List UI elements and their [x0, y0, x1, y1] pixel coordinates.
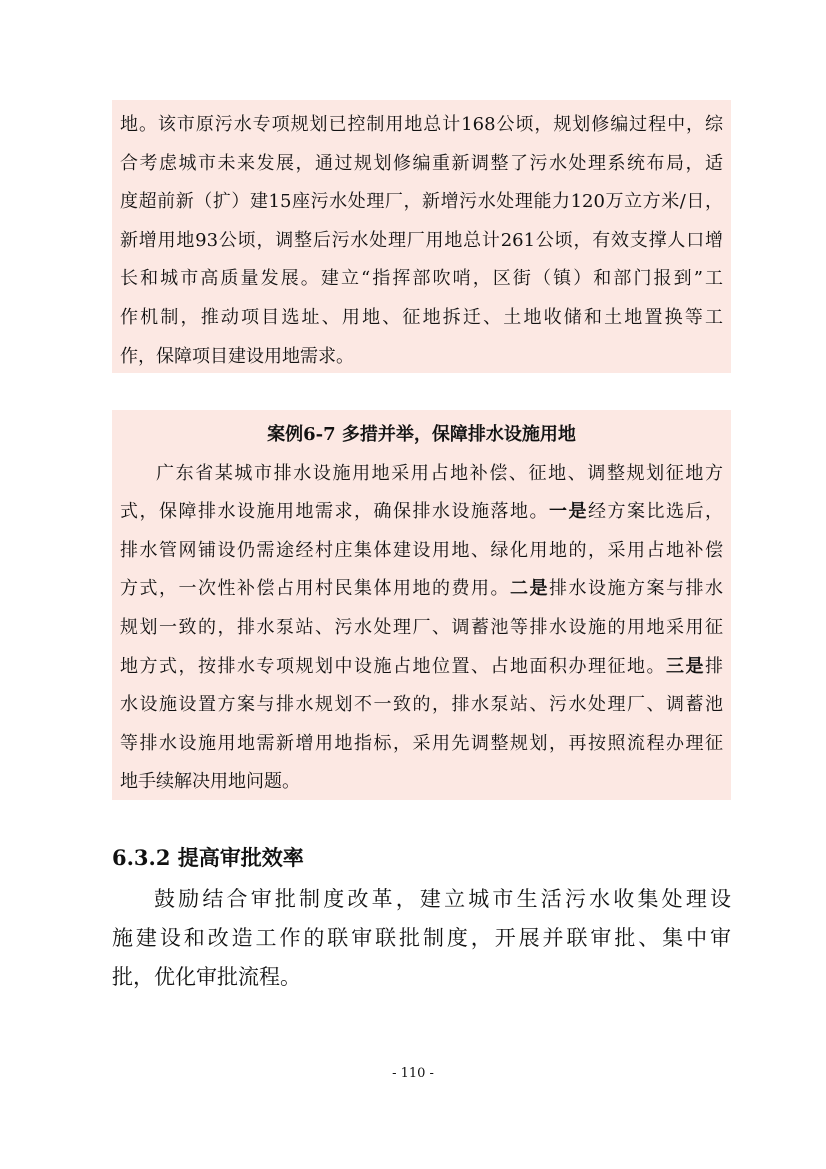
text-line	[120, 260, 723, 299]
text-segment: 式，保障排水设施用地需求，确保排水设施落地。	[120, 501, 549, 523]
text-line	[120, 338, 723, 377]
text-segment: 施建设和改造工作的联审联批制度，开展并联审批、集中审	[112, 926, 731, 950]
text-line	[120, 570, 723, 609]
text-segment: 批，优化审批流程。	[112, 965, 301, 989]
text-line	[120, 648, 723, 687]
text-segment: 地。该市原污水专项规划已控制用地总计168公顷，规划修编过程中，综	[120, 114, 723, 135]
emphasis-text: 三是	[666, 655, 705, 677]
text-line	[120, 222, 723, 261]
text-segment: 作，保障项目建设用地需求。	[120, 345, 354, 367]
text-segment: 地方式，按排水专项规划中设施占地位置、占地面积办理征地。	[120, 655, 666, 677]
text-segment: 鼓励结合审批制度改革，建立城市生活污水收集处理设	[154, 887, 731, 911]
text-line	[120, 725, 723, 764]
text-segment: 度超前新（扩）建15座污水处理厂，新增污水处理能力120万立方米/日，	[120, 191, 723, 213]
page-number: - 110 -	[392, 1066, 434, 1081]
case-box-continued	[112, 100, 731, 373]
text-line	[120, 763, 723, 802]
emphasis-text: 一是	[549, 501, 588, 523]
text-line	[120, 532, 723, 571]
emphasis-text: 二是	[510, 578, 549, 600]
text-segment: 水设施设置方案与排水规划不一致的，排水泵站、污水处理厂、调蓄池	[120, 694, 723, 716]
text-segment: 经方案比选后，	[588, 501, 723, 523]
text-segment: 等排水设施用地需新增用地指标，采用先调整规划，再按照流程办理征	[120, 732, 723, 754]
text-segment: 排	[705, 655, 723, 677]
text-segment: 方式，一次性补偿占用村民集体用地的费用。	[120, 578, 510, 600]
text-line	[120, 493, 723, 532]
text-line	[120, 145, 723, 184]
text-segment: 长和城市高质量发展。建立“指挥部吹哨，区街（镇）和部门报到”工	[120, 268, 723, 290]
text-segment: 合考虑城市未来发展，通过规划修编重新调整了污水处理系统布局，适	[120, 152, 723, 174]
text-line	[120, 609, 723, 648]
case-title: 案例6-7 多措并举，保障排水设施用地	[267, 424, 576, 445]
text-segment: 地手续解决用地问题。	[120, 771, 300, 793]
text-segment: 排水设施方案与排水	[549, 578, 723, 600]
text-segment: 排水管网铺设仍需途经村庄集体建设用地、绿化用地的，采用占地补偿	[120, 539, 723, 561]
section-heading: 6.3.2 提高审批效率	[112, 845, 304, 870]
text-line	[120, 299, 723, 338]
text-line	[120, 686, 723, 725]
text-segment: 作机制，推动项目选址、用地、征地拆迁、土地收储和土地置换等工	[120, 306, 723, 328]
section-body	[112, 880, 731, 997]
text-line	[120, 455, 723, 494]
text-segment: 广东省某城市排水设施用地采用占地补偿、征地、调整规划征地方	[156, 462, 723, 484]
case-box-6-7	[112, 410, 731, 800]
text-line	[120, 183, 723, 222]
text-line	[112, 958, 731, 997]
text-line	[120, 106, 723, 145]
text-line	[112, 880, 731, 919]
text-line	[112, 919, 731, 958]
text-segment: 规划一致的，排水泵站、污水处理厂、调蓄池等排水设施的用地采用征	[120, 616, 723, 638]
text-segment: 新增用地93公顷，调整后污水处理厂用地总计261公顷，有效支撑人口增	[120, 229, 723, 251]
